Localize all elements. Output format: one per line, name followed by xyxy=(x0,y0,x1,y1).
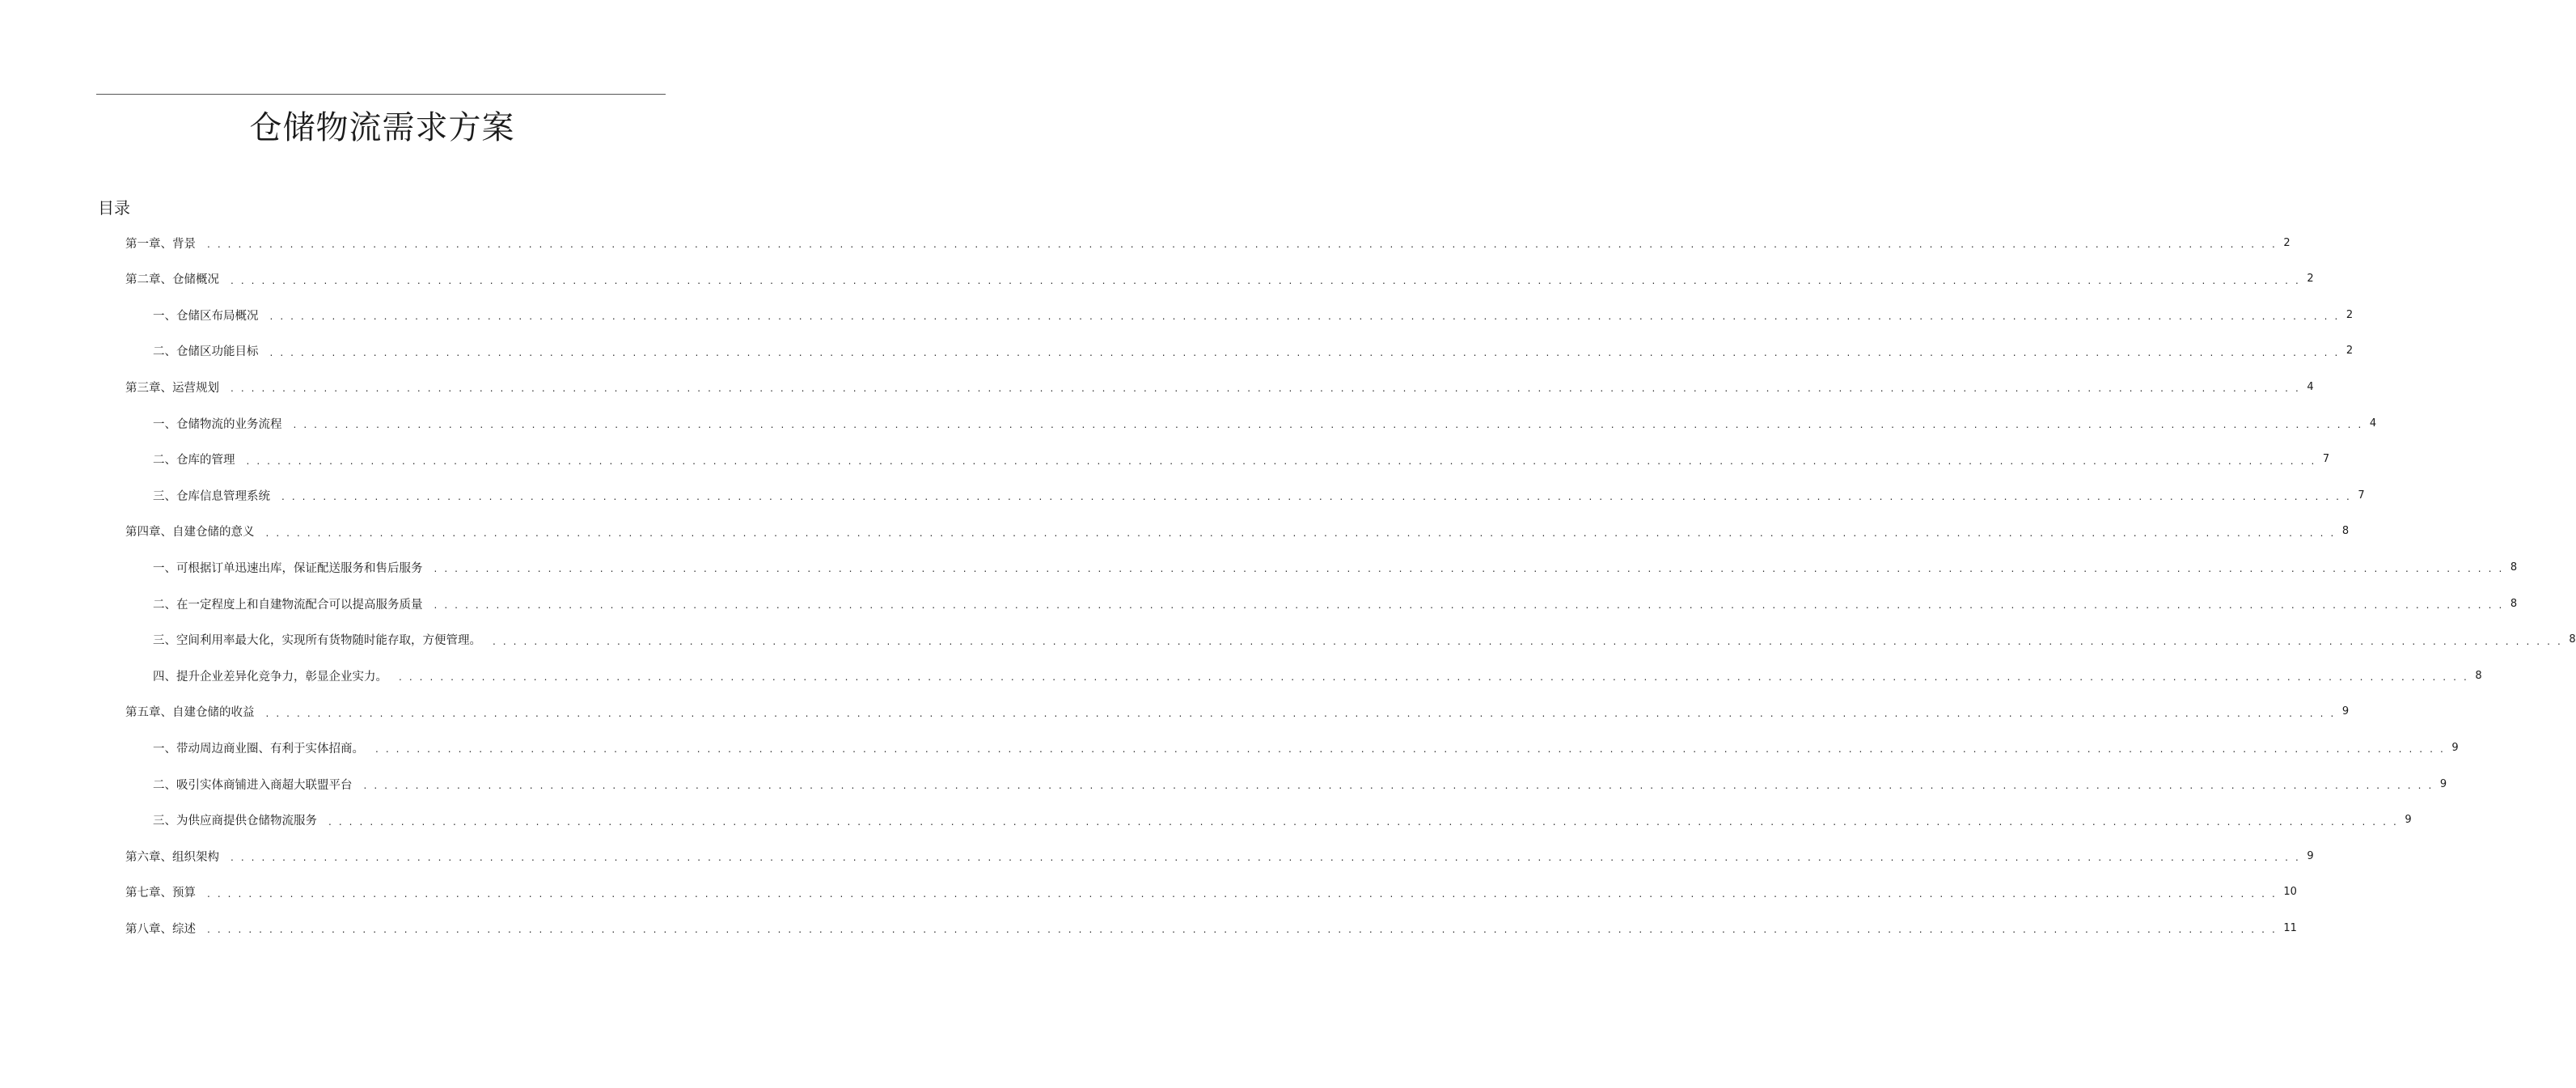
document-title: 仓储物流需求方案 xyxy=(249,109,515,146)
toc-entry-page: 2 xyxy=(2307,273,2314,286)
toc-entry[interactable] xyxy=(153,738,2459,757)
toc-dot-leader: . . . . . . . . . . . . . . . . . . . . . . . . . . . . . . . . . . . . . . . . . . . . . . . . . . . . . . . . . . . . . . . . . . . . . . . . . . . . . . . . . . . . . . . . . . . . . . . . . . . . . . . . . . . . . . . . . . . . . . . . . . . . . . . . . . . . . . . . . . . . . . . . . . . . . . . . . . . . . . . . . . . . . . . . . . . . . . . . . . . . . . . . . . . . . . . . . . . . . . . . xyxy=(231,274,2301,286)
toc-heading: 目录 xyxy=(98,198,130,218)
toc-entry[interactable] xyxy=(153,450,2330,469)
toc-entry-label: 第七章、预算 xyxy=(125,887,196,900)
toc-entry-page: 11 xyxy=(2283,921,2297,934)
toc-entry-page: 2 xyxy=(2283,236,2290,249)
toc-dot-leader: . . . . . . . . . . . . . . . . . . . . . . . . . . . . . . . . . . . . . . . . . . . . . . . . . . . . . . . . . . . . . . . . . . . . . . . . . . . . . . . . . . . . . . . . . . . . . . . . . . . . . . . . . . . . . . . . . . . . . . . . . . . . . . . . . . . . . . . . . . . . . . . . . . . . . . . . . . . . . . . . . . . . . . . . . . . . . . . . . . . . . . . . . . . . . . . . . . . . . . . . xyxy=(265,707,2336,719)
toc-dot-leader: . . . . . . . . . . . . . . . . . . . . . . . . . . . . . . . . . . . . . . . . . . . . . . . . . . . . . . . . . . . . . . . . . . . . . . . . . . . . . . . . . . . . . . . . . . . . . . . . . . . . . . . . . . . . . . . . . . . . . . . . . . . . . . . . . . . . . . . . . . . . . . . . . . . . . . . . . . . . . . . . . . . . . . . . . . . . . . . . . . . . . . . . . . . . . . . . . . . . . . . . xyxy=(207,239,2278,250)
toc-entry-page: 8 xyxy=(2510,597,2518,610)
toc-dot-leader: . . . . . . . . . . . . . . . . . . . . . . . . . . . . . . . . . . . . . . . . . . . . . . . . . . . . . . . . . . . . . . . . . . . . . . . . . . . . . . . . . . . . . . . . . . . . . . . . . . . . . . . . . . . . . . . . . . . . . . . . . . . . . . . . . . . . . . . . . . . . . . . . . . . . . . . . . . . . . . . . . . . . . . . . . . . . . . . . . . . . . . . . . . . . . . . . . . . . . . . . xyxy=(207,924,2278,936)
toc-entry-label: 第六章、组织架构 xyxy=(125,850,219,864)
toc-entry[interactable] xyxy=(153,413,2377,433)
toc-entry-label: 二、仓库的管理 xyxy=(153,454,235,468)
toc-entry-page: 9 xyxy=(2439,777,2447,790)
toc-entry[interactable] xyxy=(125,269,2314,289)
toc-entry-label: 第一章、背景 xyxy=(125,237,196,251)
toc-entry-page: 8 xyxy=(2510,561,2518,574)
toc-entry[interactable] xyxy=(153,485,2365,505)
toc-entry-page: 7 xyxy=(2358,489,2365,502)
toc-dot-leader: . . . . . . . . . . . . . . . . . . . . . . . . . . . . . . . . . . . . . . . . . . . . . . . . . . . . . . . . . . . . . . . . . . . . . . . . . . . . . . . . . . . . . . . . . . . . . . . . . . . . . . . . . . . . . . . . . . . . . . . . . . . . . . . . . . . . . . . . . . . . . . . . . . . . . . . . . . . . . . . . . . . . . . . . . . . . . . . . . . . . . . . . . . . . . . . . . . . . . . . . xyxy=(434,599,2504,611)
toc-entry-label: 三、仓库信息管理系统 xyxy=(153,489,270,503)
toc-entry-label: 第四章、自建仓储的意义 xyxy=(125,526,255,540)
toc-entry-label: 三、空间利用率最大化，实现所有货物随时能存取，方便管理。 xyxy=(153,634,481,648)
toc-entry-label: 一、可根据订单迅速出库，保证配送服务和售后服务 xyxy=(153,561,423,575)
toc-entry-page: 2 xyxy=(2345,308,2354,321)
toc-entry[interactable] xyxy=(125,522,2350,541)
toc-entry[interactable] xyxy=(125,233,2290,252)
toc-entry-label: 第二章、仓储概况 xyxy=(125,273,219,287)
toc-dot-leader: . . . . . . . . . . . . . . . . . . . . . . . . . . . . . . . . . . . . . . . . . . . . . . . . . . . . . . . . . . . . . . . . . . . . . . . . . . . . . . . . . . . . . . . . . . . . . . . . . . . . . . . . . . . . . . . . . . . . . . . . . . . . . . . . . . . . . . . . . . . . . . . . . . . . . . . . . . . . . . . . . . . . . . . . . . . . . . . . . . . . . . . . . . . . . . . . . . . . . . . . xyxy=(363,780,2434,791)
toc-entry[interactable] xyxy=(125,846,2314,866)
toc-entry-label: 二、在一定程度上和自建物流配合可以提高服务质量 xyxy=(153,598,423,612)
toc-dot-leader: . . . . . . . . . . . . . . . . . . . . . . . . . . . . . . . . . . . . . . . . . . . . . . . . . . . . . . . . . . . . . . . . . . . . . . . . . . . . . . . . . . . . . . . . . . . . . . . . . . . . . . . . . . . . . . . . . . . . . . . . . . . . . . . . . . . . . . . . . . . . . . . . . . . . . . . . . . . . . . . . . . . . . . . . . . . . . . . . . . . . . . . . . . . . . . . . . . . . . . . . xyxy=(269,346,2340,358)
header-rule xyxy=(96,94,666,95)
toc-entry-page: 9 xyxy=(2405,814,2412,827)
toc-entry-label: 四、提升企业差异化竞争力，彰显企业实力。 xyxy=(153,670,387,684)
toc-entry-label: 二、吸引实体商铺进入商超大联盟平台 xyxy=(153,778,353,792)
toc-entry-page: 8 xyxy=(2475,669,2482,682)
toc-entry[interactable] xyxy=(153,811,2412,830)
toc-entry-page: 9 xyxy=(2307,849,2314,862)
toc-dot-leader: . . . . . . . . . . . . . . . . . . . . . . . . . . . . . . . . . . . . . . . . . . . . . . . . . . . . . . . . . . . . . . . . . . . . . . . . . . . . . . . . . . . . . . . . . . . . . . . . . . . . . . . . . . . . . . . . . . . . . . . . . . . . . . . . . . . . . . . . . . . . . . . . . . . . . . . . . . . . . . . . . . . . . . . . . . . . . . . . . . . . . . . . . . . . . . . . . . . . . . . . xyxy=(293,419,2363,430)
toc-entry[interactable] xyxy=(153,630,2576,650)
toc-entry-page: 9 xyxy=(2341,705,2350,718)
toc-entry-page: 8 xyxy=(2569,633,2576,646)
toc-entry[interactable] xyxy=(125,883,2297,902)
toc-entry[interactable] xyxy=(153,557,2518,577)
toc-dot-leader: . . . . . . . . . . . . . . . . . . . . . . . . . . . . . . . . . . . . . . . . . . . . . . . . . . . . . . . . . . . . . . . . . . . . . . . . . . . . . . . . . . . . . . . . . . . . . . . . . . . . . . . . . . . . . . . . . . . . . . . . . . . . . . . . . . . . . . . . . . . . . . . . . . . . . . . . . . . . . . . . . . . . . . . . . . . . . . . . . . . . . . . . . . . . . . . . . . . . . . . . xyxy=(207,887,2278,900)
toc-entry-page: 8 xyxy=(2341,525,2350,538)
toc-entry-page: 10 xyxy=(2283,886,2297,899)
toc-entry[interactable] xyxy=(125,702,2350,722)
toc-entry-page: 4 xyxy=(2307,380,2314,393)
toc-entry-page: 7 xyxy=(2322,453,2330,466)
toc-dot-leader: . . . . . . . . . . . . . . . . . . . . . . . . . . . . . . . . . . . . . . . . . . . . . . . . . . . . . . . . . . . . . . . . . . . . . . . . . . . . . . . . . . . . . . . . . . . . . . . . . . . . . . . . . . . . . . . . . . . . . . . . . . . . . . . . . . . . . . . . . . . . . . . . . . . . . . . . . . . . . . . . . . . . . . . . . . . . . . . . . . . . . . . . . . . . . . . . . . . . . . . . xyxy=(265,527,2336,539)
toc-entry-label: 一、仓储物流的业务流程 xyxy=(153,417,282,431)
toc-entry-label: 一、仓储区布局概况 xyxy=(153,309,259,323)
toc-dot-leader: . . . . . . . . . . . . . . . . . . . . . . . . . . . . . . . . . . . . . . . . . . . . . . . . . . . . . . . . . . . . . . . . . . . . . . . . . . . . . . . . . . . . . . . . . . . . . . . . . . . . . . . . . . . . . . . . . . . . . . . . . . . . . . . . . . . . . . . . . . . . . . . . . . . . . . . . . . . . . . . . . . . . . . . . . . . . . . . . . . . . . . . . . . . . . . . . . . . . . . . . xyxy=(246,455,2316,467)
toc-entry[interactable] xyxy=(153,594,2518,613)
toc-entry-label: 一、带动周边商业圈、有利于实体招商。 xyxy=(153,742,364,756)
toc-entry-label: 第五章、自建仓储的收益 xyxy=(125,706,255,720)
toc-dot-leader: . . . . . . . . . . . . . . . . . . . . . . . . . . . . . . . . . . . . . . . . . . . . . . . . . . . . . . . . . . . . . . . . . . . . . . . . . . . . . . . . . . . . . . . . . . . . . . . . . . . . . . . . . . . . . . . . . . . . . . . . . . . . . . . . . . . . . . . . . . . . . . . . . . . . . . . . . . . . . . . . . . . . . . . . . . . . . . . . . . . . . . . . . . . . . . . . . . . . . . . . xyxy=(493,635,2563,647)
toc-entry-page: 4 xyxy=(2369,417,2377,430)
toc-entry[interactable] xyxy=(153,305,2354,324)
toc-entry[interactable] xyxy=(153,666,2482,685)
toc-dot-leader: . . . . . . . . . . . . . . . . . . . . . . . . . . . . . . . . . . . . . . . . . . . . . . . . . . . . . . . . . . . . . . . . . . . . . . . . . . . . . . . . . . . . . . . . . . . . . . . . . . . . . . . . . . . . . . . . . . . . . . . . . . . . . . . . . . . . . . . . . . . . . . . . . . . . . . . . . . . . . . . . . . . . . . . . . . . . . . . . . . . . . . . . . . . . . . . . . . . . . . . . xyxy=(231,852,2301,864)
toc-entry[interactable] xyxy=(125,377,2314,396)
toc-entry[interactable] xyxy=(153,341,2354,361)
toc-entry-label: 三、为供应商提供仓储物流服务 xyxy=(153,815,317,828)
toc-dot-leader: . . . . . . . . . . . . . . . . . . . . . . . . . . . . . . . . . . . . . . . . . . . . . . . . . . . . . . . . . . . . . . . . . . . . . . . . . . . . . . . . . . . . . . . . . . . . . . . . . . . . . . . . . . . . . . . . . . . . . . . . . . . . . . . . . . . . . . . . . . . . . . . . . . . . . . . . . . . . . . . . . . . . . . . . . . . . . . . . . . . . . . . . . . . . . . . . . . . . . . . . xyxy=(375,743,2446,756)
toc-entry-label: 第三章、运营规划 xyxy=(125,381,219,395)
toc-entry-label: 第八章、综述 xyxy=(125,922,196,936)
toc-dot-leader: . . . . . . . . . . . . . . . . . . . . . . . . . . . . . . . . . . . . . . . . . . . . . . . . . . . . . . . . . . . . . . . . . . . . . . . . . . . . . . . . . . . . . . . . . . . . . . . . . . . . . . . . . . . . . . . . . . . . . . . . . . . . . . . . . . . . . . . . . . . . . . . . . . . . . . . . . . . . . . . . . . . . . . . . . . . . . . . . . . . . . . . . . . . . . . . . . . . . . . . . xyxy=(281,491,2352,503)
toc-entry[interactable] xyxy=(153,774,2447,794)
toc-entry[interactable] xyxy=(125,918,2297,938)
toc-dot-leader: . . . . . . . . . . . . . . . . . . . . . . . . . . . . . . . . . . . . . . . . . . . . . . . . . . . . . . . . . . . . . . . . . . . . . . . . . . . . . . . . . . . . . . . . . . . . . . . . . . . . . . . . . . . . . . . . . . . . . . . . . . . . . . . . . . . . . . . . . . . . . . . . . . . . . . . . . . . . . . . . . . . . . . . . . . . . . . . . . . . . . . . . . . . . . . . . . . . . . . . . xyxy=(399,671,2469,684)
toc-entry-page: 9 xyxy=(2451,741,2459,754)
toc-entry-label: 二、仓储区功能目标 xyxy=(153,345,259,359)
toc-dot-leader: . . . . . . . . . . . . . . . . . . . . . . . . . . . . . . . . . . . . . . . . . . . . . . . . . . . . . . . . . . . . . . . . . . . . . . . . . . . . . . . . . . . . . . . . . . . . . . . . . . . . . . . . . . . . . . . . . . . . . . . . . . . . . . . . . . . . . . . . . . . . . . . . . . . . . . . . . . . . . . . . . . . . . . . . . . . . . . . . . . . . . . . . . . . . . . . . . . . . . . . . xyxy=(434,563,2504,575)
toc-dot-leader: . . . . . . . . . . . . . . . . . . . . . . . . . . . . . . . . . . . . . . . . . . . . . . . . . . . . . . . . . . . . . . . . . . . . . . . . . . . . . . . . . . . . . . . . . . . . . . . . . . . . . . . . . . . . . . . . . . . . . . . . . . . . . . . . . . . . . . . . . . . . . . . . . . . . . . . . . . . . . . . . . . . . . . . . . . . . . . . . . . . . . . . . . . . . . . . . . . . . . . . . xyxy=(269,311,2340,323)
toc-dot-leader: . . . . . . . . . . . . . . . . . . . . . . . . . . . . . . . . . . . . . . . . . . . . . . . . . . . . . . . . . . . . . . . . . . . . . . . . . . . . . . . . . . . . . . . . . . . . . . . . . . . . . . . . . . . . . . . . . . . . . . . . . . . . . . . . . . . . . . . . . . . . . . . . . . . . . . . . . . . . . . . . . . . . . . . . . . . . . . . . . . . . . . . . . . . . . . . . . . . . . . . . xyxy=(231,383,2301,395)
toc-entry-page: 2 xyxy=(2345,345,2354,358)
toc-dot-leader: . . . . . . . . . . . . . . . . . . . . . . . . . . . . . . . . . . . . . . . . . . . . . . . . . . . . . . . . . . . . . . . . . . . . . . . . . . . . . . . . . . . . . . . . . . . . . . . . . . . . . . . . . . . . . . . . . . . . . . . . . . . . . . . . . . . . . . . . . . . . . . . . . . . . . . . . . . . . . . . . . . . . . . . . . . . . . . . . . . . . . . . . . . . . . . . . . . . . . . . . xyxy=(328,815,2399,828)
